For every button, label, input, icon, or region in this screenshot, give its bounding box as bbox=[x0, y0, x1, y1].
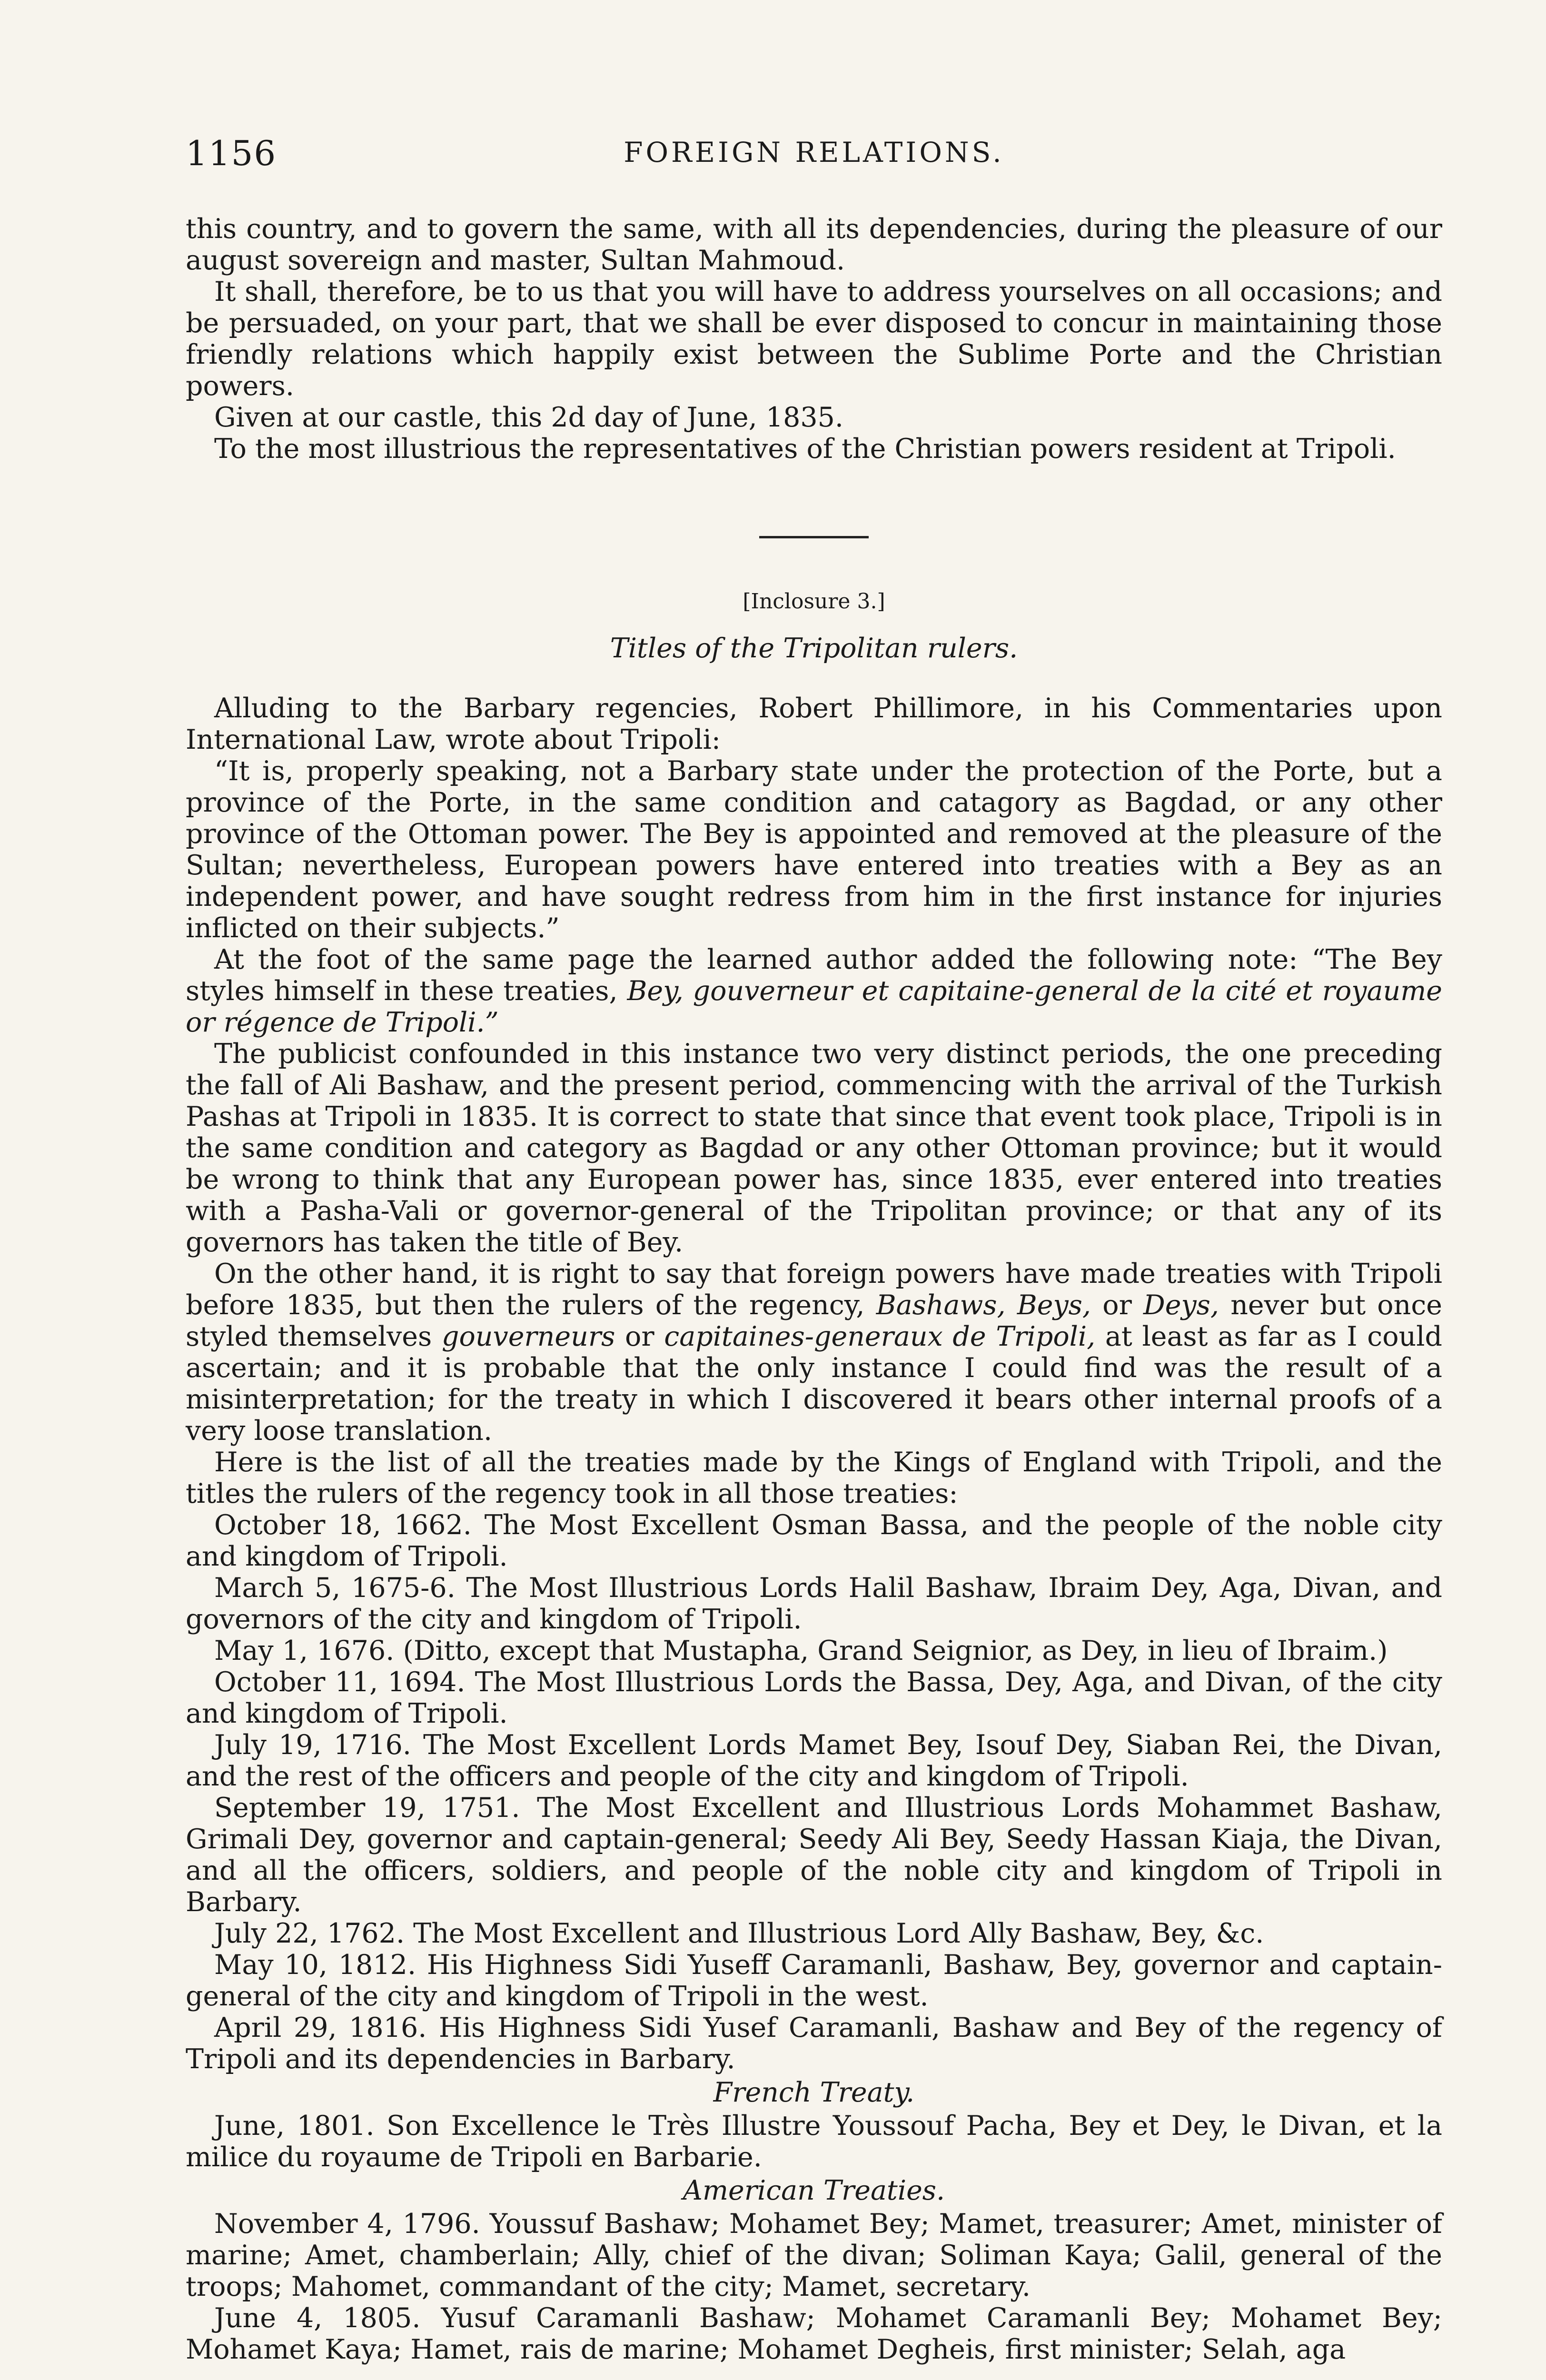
treaty-entry: May 10, 1812. His Highness Sidi Yuseff Caramanli, Bashaw, Bey, governor and captain-general of the city and kingdom of Tripoli in the west. bbox=[186, 1949, 1442, 2012]
treaty-entry: July 19, 1716. The Most Excellent Lords Mamet Bey, Isouf Dey, Siaban Rei, the Divan, and the rest of the officers and people of the city and kingdom of Tripoli. bbox=[186, 1729, 1442, 1792]
list-intro-paragraph: Here is the list of all the treaties made by the Kings of England with Tripoli, and the titles the rulers of the regency took in all those treaties: bbox=[186, 1447, 1442, 1509]
treaty-entry: April 29, 1816. His Highness Sidi Yusef Caramanli, Bashaw and Bey of the regency of Tripoli and its dependencies in Barbary. bbox=[186, 2012, 1442, 2075]
treaty-entry: March 5, 1675-6. The Most Illustrious Lords Halil Bashaw, Ibraim Dey, Aga, Divan, and governors of the city and kingdom of Tripoli. bbox=[186, 1572, 1442, 1635]
section-divider bbox=[759, 536, 869, 538]
other-hand-paragraph bbox=[186, 1258, 1442, 1447]
page-header bbox=[186, 133, 1442, 181]
treaty-entry: July 22, 1762. The Most Excellent and Illustrious Lord Ally Bashaw, Bey, &c. bbox=[214, 1918, 1264, 1949]
treaty-entry: October 18, 1662. The Most Excellent Osman Bassa, and the people of the noble city and kingdom of Tripoli. bbox=[186, 1509, 1442, 1572]
text-run-italic: capitaines-generaux de Tripoli, bbox=[664, 1321, 1096, 1352]
quotation-paragraph: “It is, properly speaking, not a Barbary state under the protection of the Porte, but a province of the Porte, in the same condition and catagory as Bagdad, or any other province of the Ottoman power. The Bey is appointed and removed at the pleasure of the Sultan; nevertheless, European powers have entered into treaties with a Bey as an independent power, and have sought redress from him in the first instance for injuries inflicted on their subjects.” bbox=[186, 755, 1442, 944]
section-title: Titles of the Tripolitan rulers. bbox=[610, 633, 1018, 664]
inclosure-label: [Inclosure 3.] bbox=[743, 589, 885, 614]
proclamation-date: Given at our castle, this 2d day of June, 1835. bbox=[214, 402, 844, 433]
proclamation-address: To the most illustrious the representatives of the Christian powers resident at Tripoli. bbox=[214, 433, 1396, 465]
treaty-entry: October 11, 1694. The Most Illustrious Lords the Bassa, Dey, Aga, and Divan, of the city and kingdom of Tripoli. bbox=[186, 1666, 1442, 1729]
text-run: never but once styled themselves bbox=[186, 1289, 1442, 1352]
treaty-entry: November 4, 1796. Youssuf Bashaw; Mohamet Bey; Mamet, treasurer; Amet, minister of marine; Amet, chamberlain; Ally, chief of the divan; Soliman Kaya; Galil, general of the troops; Mahomet, commandant of the city; Mamet, secretary. bbox=[186, 2208, 1442, 2302]
treaty-entry: May 1, 1676. (Ditto, except that Mustapha, Grand Seignior, as Dey, in lieu of Ibraim.) bbox=[214, 1635, 1388, 1666]
french-treaty-heading: French Treaty. bbox=[713, 2077, 915, 2108]
american-treaties-heading: American Treaties. bbox=[683, 2175, 945, 2206]
proclamation-paragraph: this country, and to govern the same, with all its dependencies, during the pleasure of our august sovereign and master, Sultan Mahmoud. bbox=[186, 213, 1442, 276]
proclamation-paragraph: It shall, therefore, be to us that you will have to address yourselves on all occasions; and be persuaded, on your part, that we shall be ever disposed to concur in maintaining those friendly relations which happily exist between the Sublime Porte and the Christian powers. bbox=[186, 276, 1442, 402]
treaty-entry: June, 1801. Son Excellence le Très Illustre Youssouf Pacha, Bey et Dey, le Divan, et la milice du royaume de Tripoli en Barbarie. bbox=[186, 2110, 1442, 2173]
text-run: On the other hand, it is right to say that foreign powers have made treaties with Tripoli before 1835, but then the rulers of the regency, bbox=[186, 1258, 1442, 1321]
note-italic: Bey, gouverneur et capitaine-general de la cité et royaume or régence de Tripoli.” bbox=[186, 975, 1442, 1038]
treaty-entry: June 4, 1805. Yusuf Caramanli Bashaw; Mohamet Caramanli Bey; Mohamet Bey; Mohamet Kaya; Hamet, rais de marine; Mohamet Degheis, first minister; Selah, aga bbox=[186, 2302, 1442, 2365]
note-lead: At the foot of the same page the learned author added the following note: “The Bey styles himself in these treaties, bbox=[186, 944, 1442, 1007]
text-run: or bbox=[1102, 1289, 1132, 1321]
text-run-italic: gouverneurs bbox=[441, 1321, 615, 1352]
text-run: at least as far as I could ascertain; and it is probable that the only instance I could find was the result of a misinterpretation; for the treaty in which I discovered it bears other internal proofs of a very loose translation. bbox=[186, 1321, 1442, 1447]
confounded-paragraph: The publicist confounded in this instance two very distinct periods, the one preceding the fall of Ali Bashaw, and the present period, commencing with the arrival of the Turkish Pashas at Tripoli in 1835. It is correct to state that since that event took place, Tripoli is in the same condition and category as Bagdad or any other Ottoman province; but it would be wrong to think that any European power has, since 1835, ever entered into treaties with a Pasha-Vali or governor-general of the Tripolitan province; or that any of its governors has taken the title of Bey. bbox=[186, 1038, 1442, 1258]
running-head: FOREIGN RELATIONS. bbox=[624, 136, 1004, 169]
text-run: or bbox=[625, 1321, 654, 1352]
treaty-entry: September 19, 1751. The Most Excellent and Illustrious Lords Mohammet Bashaw, Grimali Dey, governor and captain-general; Seedy Ali Bey, Seedy Hassan Kiaja, the Divan, and all the officers, soldiers, and people of the noble city and kingdom of Tripoli in Barbary. bbox=[186, 1792, 1442, 1918]
text-run-italic: Deys, bbox=[1143, 1289, 1219, 1321]
intro-paragraph: Alluding to the Barbary regencies, Robert Phillimore, in his Commentaries upon International Law, wrote about Tripoli: bbox=[186, 693, 1442, 755]
text-run-italic: Bashaws, Beys, bbox=[876, 1289, 1091, 1321]
page-number: 1156 bbox=[186, 133, 277, 173]
note-paragraph bbox=[186, 944, 1442, 1038]
page-body bbox=[186, 213, 1442, 2365]
